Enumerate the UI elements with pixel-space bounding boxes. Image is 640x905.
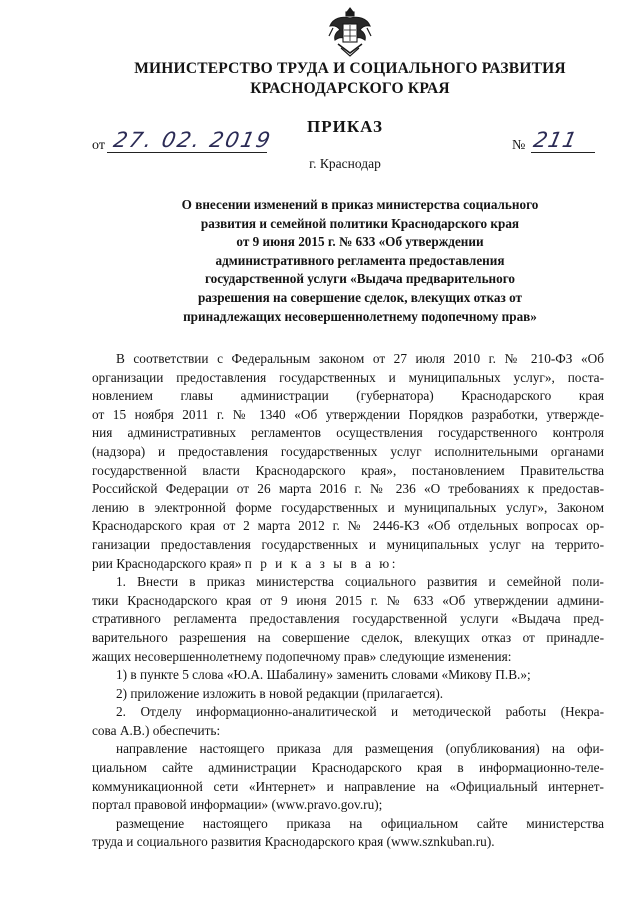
body-line: государственной власти Краснодарского края», постановлением Правительства (92, 462, 604, 478)
subject-line: государственной услуги «Выдача предварительного (204, 271, 516, 287)
body-line: 2) приложение изложить в новой редакции (прилагается). (116, 685, 444, 701)
body-line: (надзора) и предоставления государственных услуг исполнительными органами (92, 443, 604, 459)
ministry-name-line1: МИНИСТЕРСТВО ТРУДА И СОЦИАЛЬНОГО РАЗВИТИЯ (134, 60, 566, 77)
body-line: труда и социального развития Краснодарского края (www.sznkuban.ru). (92, 834, 495, 850)
subject-line: административного регламента предоставления (215, 252, 505, 268)
subject-line: О внесении изменений в приказ министерства социального (181, 197, 539, 212)
body-line: портал правовой информации» (www.pravo.gov.ru); (92, 797, 383, 813)
date-underline (107, 152, 267, 153)
body-line: 2. Отделу информационно-аналитической и методической работы (Некра- (116, 704, 604, 720)
ministry-name-line2: КРАСНОДАРСКОГО КРАЯ (250, 80, 450, 97)
body-line: от 15 ноября 2011 г. № 1340 «Об утверждении Порядков разработки, утвержде- (92, 406, 604, 422)
body-line: тики Краснодарского края от 9 июня 2015 г. № 633 «Об утверждении админи- (92, 592, 604, 608)
body-line: варительного разрешения на совершение сделок, влекущих отказ от принадле- (92, 629, 604, 645)
document-subject (120, 196, 600, 326)
body-line: жащих несовершеннолетнему подопечному прав» следующие изменения: (92, 648, 512, 664)
document-body (92, 350, 604, 852)
order-word: п р и к а з ы в а ю: (244, 555, 398, 571)
document-type-title: ПРИКАЗ (307, 117, 383, 136)
subject-line: разрешения на совершение сделок, влекущих отказ от (197, 289, 523, 305)
handwritten-number: 211 (531, 128, 580, 152)
body-line (92, 555, 604, 574)
body-line: ганизации предоставления государственных и муниципальных услуг на террито- (92, 536, 604, 552)
body-line: размещение настоящего приказа на официальном сайте министерства (116, 815, 604, 831)
handwritten-date: 27. 02. 2019 (111, 128, 275, 152)
body-line: сова А.В.) обеспечить: (92, 722, 221, 738)
body-line: 1) в пункте 5 слова «Ю.А. Шабалину» заменить словами «Микову П.В.»; (116, 667, 531, 683)
body-line: коммуникационной сети «Интернет» и направление на «Официальный интернет- (92, 778, 604, 794)
date-prefix: от (92, 138, 105, 153)
body-line: Российской Федерации от 26 марта 2016 г. № 236 «О требованиях к предостав- (92, 481, 604, 497)
body-line: стративного регламента предоставления государственной услуги «Выдача пред- (92, 611, 604, 627)
body-line: ния административных регламентов осуществления государственного контроля (92, 425, 604, 441)
body-line: организации предоставления государственных и муниципальных услуг», поста- (92, 369, 604, 385)
city-label: г. Краснодар (309, 156, 381, 171)
body-text: рии Краснодарского края» (92, 555, 242, 571)
body-line: лению в электронной форме государственных и муниципальных услуг», Законом (92, 499, 604, 515)
coat-of-arms-emblem-icon (327, 6, 373, 58)
number-underline (531, 152, 595, 153)
number-prefix: № (512, 138, 526, 153)
body-line: циальном сайте администрации Краснодарского края в информационно-теле- (92, 760, 604, 776)
body-line: 1. Внести в приказ министерства социального развития и семейной поли- (116, 574, 604, 590)
subject-line: от 9 июня 2015 г. № 633 «Об утверждении (236, 234, 484, 250)
body-line: новлением главы администрации (губернатора) Краснодарского края (92, 388, 604, 404)
body-line: Краснодарского края от 2 марта 2012 г. № 2446-КЗ «Об отдельных вопросах ор- (92, 518, 604, 534)
body-line: направление настоящего приказа для размещения (опубликования) на офи- (116, 741, 604, 757)
subject-line: развития и семейной политики Краснодарского края (200, 215, 520, 231)
body-line: В соответствии с Федеральным законом от 27 июля 2010 г. № 210-ФЗ «Об (116, 351, 604, 366)
subject-line: принадлежащих несовершеннолетнему подопечному прав» (183, 308, 537, 324)
